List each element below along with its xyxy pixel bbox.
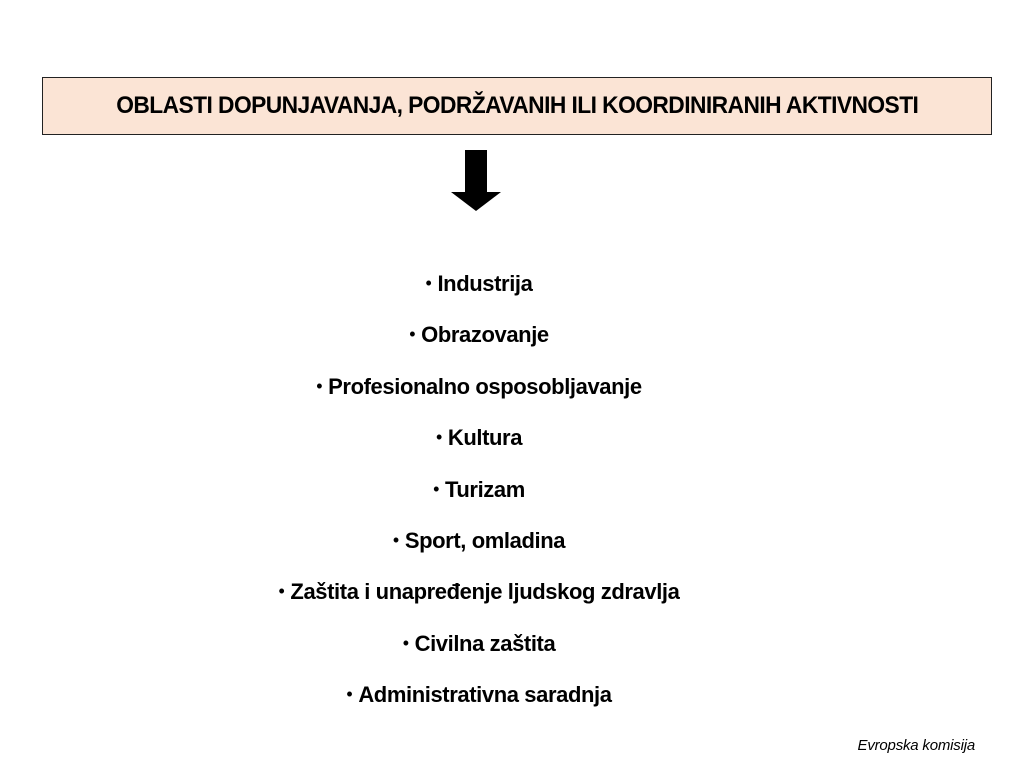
list-item-label: Turizam xyxy=(444,476,525,502)
down-arrow-icon xyxy=(451,150,501,212)
list-item xyxy=(0,622,958,673)
bullet: • xyxy=(316,375,323,396)
list-item-label: Obrazovanje xyxy=(421,322,549,348)
list-item-label: Profesionalno osposobljavanje xyxy=(328,373,642,399)
list-item-label: Kultura xyxy=(447,425,523,451)
topic-list xyxy=(0,262,958,725)
bullet: • xyxy=(435,427,442,448)
bullet: • xyxy=(425,273,432,293)
bullet: • xyxy=(409,324,416,345)
list-item xyxy=(0,313,958,364)
list-item-label: Administrativna saradnja xyxy=(358,682,612,708)
list-item xyxy=(0,468,958,519)
footer-source: Evropska komisija xyxy=(857,737,975,754)
list-item-label: Sport, omladina xyxy=(404,527,566,553)
bullet: • xyxy=(278,581,285,602)
bullet: • xyxy=(433,478,439,499)
list-item xyxy=(0,262,958,313)
list-item xyxy=(0,416,958,467)
title-box xyxy=(42,77,992,135)
bullet: • xyxy=(392,529,399,550)
list-item xyxy=(0,570,958,621)
bullet: • xyxy=(402,632,409,653)
list-item xyxy=(0,519,958,570)
list-item xyxy=(0,365,958,416)
list-item-label: Industrija xyxy=(437,271,533,296)
slide-title: OBLASTI DOPUNJAVANJA, PODRŽAVANIH ILI KOORDINIRANIH AKTIVNOSTI xyxy=(115,92,919,119)
bullet: • xyxy=(346,684,353,705)
list-item-label: Civilna zaštita xyxy=(414,630,556,656)
list-item xyxy=(0,673,958,724)
list-item-label: Zaštita i unapređenje ljudskog zdravlja xyxy=(290,579,680,605)
